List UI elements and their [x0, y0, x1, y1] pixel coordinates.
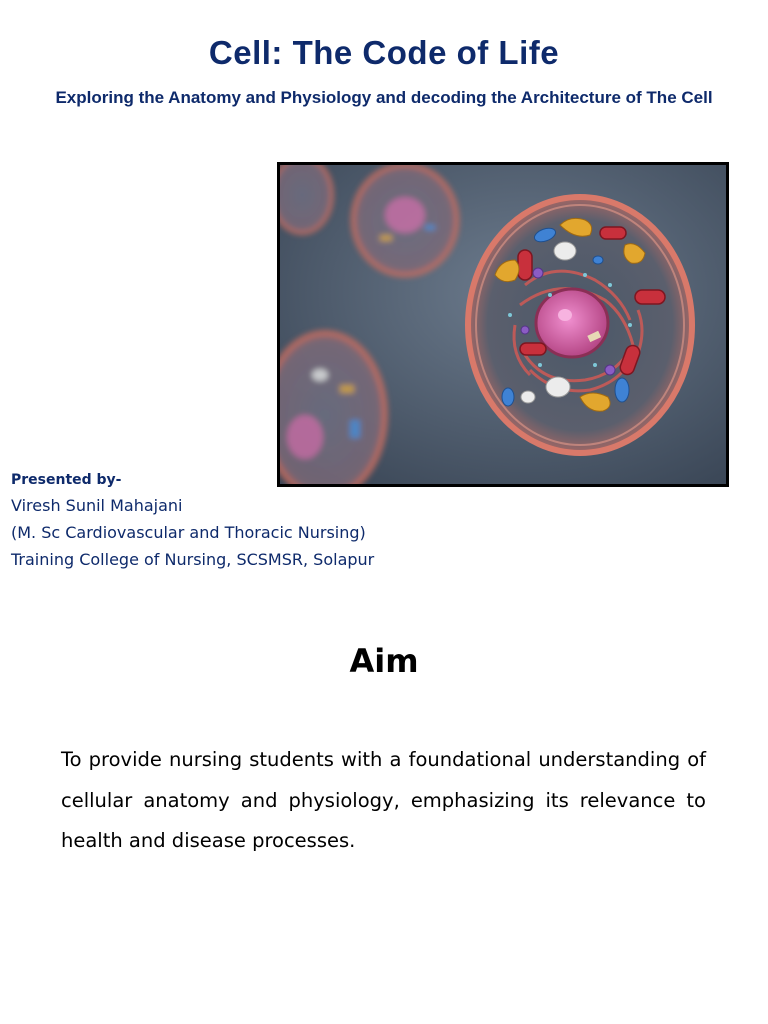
- page-subtitle: Exploring the Anatomy and Physiology and decoding the Architecture of The Cell: [55, 88, 713, 107]
- aim-text: To provide nursing students with a foundational understanding of cellular anatomy and physiology, emphasizing its relevance to health and disease processes.: [61, 748, 706, 852]
- presenter-institution: Training College of Nursing, SCSMSR, Solapur: [11, 550, 375, 569]
- cell-illustration-icon: [280, 165, 726, 484]
- aim-heading: Aim: [349, 642, 419, 680]
- presenter-name: Viresh Sunil Mahajani: [11, 496, 183, 515]
- presenter-block: [11, 472, 374, 573]
- presenter-qualification: (M. Sc Cardiovascular and Thoracic Nursing): [11, 523, 366, 542]
- page-title: Cell: The Code of Life: [208, 34, 560, 71]
- cell-illustration: [277, 162, 729, 487]
- presenter-label: Presented by-: [11, 472, 122, 488]
